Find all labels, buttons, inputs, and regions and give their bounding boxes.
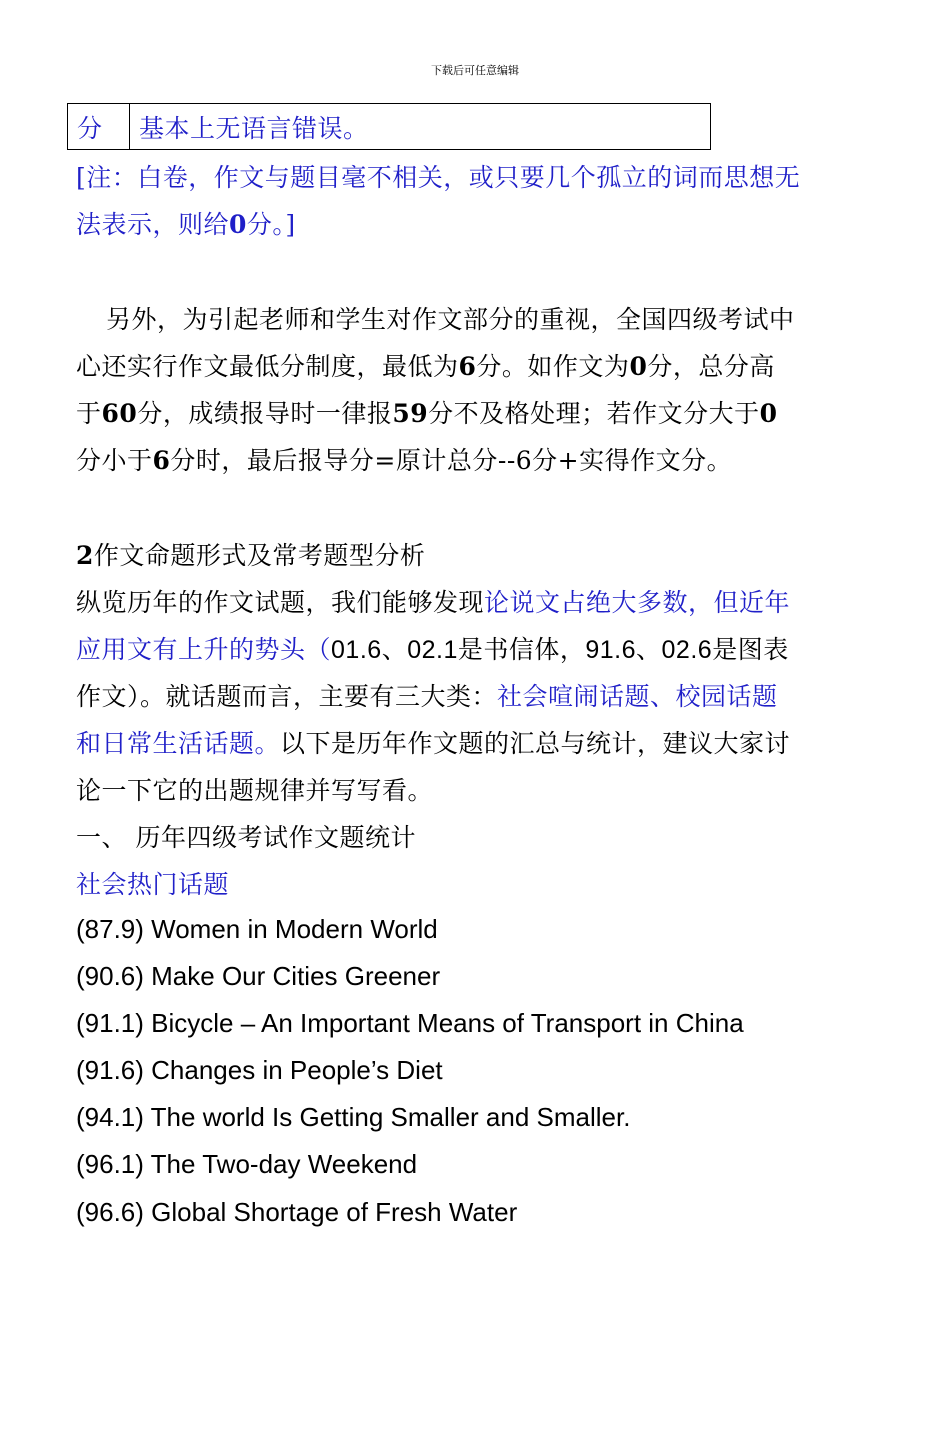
paragraph-text: 是书信体，: [457, 635, 586, 664]
topic-item: (96.1) The Two-day Weekend: [76, 1149, 418, 1179]
number: 60: [101, 399, 138, 428]
highlight-text: （: [305, 635, 332, 664]
topic-item: (91.1) Bicycle – An Important Means of Transport in China: [76, 1008, 744, 1038]
highlight-text: 应用文有上升的势头: [76, 635, 306, 664]
score-table: [67, 103, 711, 150]
paragraph-text: 作文）。就话题而言，主要有三大类：: [76, 682, 498, 711]
number: 0: [629, 352, 648, 381]
subheading-text: 一、 历年四级考试作文题统计: [76, 823, 416, 852]
topic-item: (91.6) Changes in People’s Diet: [76, 1055, 443, 1085]
para1-line-3: [76, 394, 778, 430]
paragraph-text: 纵览历年的作文试题，我们能够发现: [76, 588, 485, 617]
date-codes: 01.6、02.1: [331, 636, 458, 664]
section2-line-2: [76, 630, 789, 666]
topic-item: (96.6) Global Shortage of Fresh Water: [76, 1197, 518, 1227]
paragraph-text: 分不及格处理；若作文分大于: [428, 399, 760, 428]
section2-line-1: [76, 583, 790, 619]
paragraph-text: 分，总分高: [647, 352, 775, 381]
score-cell: 分: [68, 104, 130, 149]
page-header-note: 下载后可任意编辑: [431, 64, 519, 77]
highlight-text: 和日常生活话题。: [76, 729, 281, 758]
section-number: 2: [76, 541, 94, 570]
highlight-text: 社会喧闹话题、校园话题: [497, 682, 778, 711]
paragraph-text: 分。如作文为: [476, 352, 630, 381]
paragraph-text: 心还实行作文最低分制度，最低为: [76, 352, 459, 381]
section2-line-4: [76, 724, 790, 760]
para1-line-1: [106, 300, 795, 336]
note-text: [注：白卷，作文与题目毫不相关，或只要几个孤立的词而思想无: [76, 163, 801, 192]
number: 59: [392, 399, 429, 428]
paragraph-text: 分，成绩报导时一律报: [137, 399, 393, 428]
paragraph-text: 分小于: [76, 446, 153, 475]
section2-line-5: [76, 771, 433, 807]
note-line-2: [76, 205, 296, 241]
para1-line-2: [76, 347, 775, 383]
section-title: 作文命题形式及常考题型分析: [93, 541, 426, 570]
number: 6: [458, 352, 477, 381]
note-text: 分。]: [246, 210, 296, 239]
paragraph-text: 以下是历年作文题的汇总与统计，建议大家讨: [280, 729, 791, 758]
note-text: 法表示，则给: [76, 210, 230, 239]
note-line-1: [76, 158, 800, 194]
category-text: 社会热门话题: [76, 870, 230, 899]
topic-item: (87.9) Women in Modern World: [76, 914, 438, 944]
paragraph-text: 另外，为引起老师和学生对作文部分的重视，全国四级考试中: [106, 305, 795, 334]
score-description-cell: 基本上无语言错误。: [139, 113, 369, 143]
number: 0: [759, 399, 778, 428]
date-codes: 91.6、02.6: [585, 636, 713, 664]
paragraph-text: 是图表: [712, 635, 789, 664]
paragraph-text: 分+实得作文分。: [532, 446, 733, 475]
paragraph-text: 论一下它的出题规律并写写看。: [76, 776, 434, 805]
number: 6: [152, 446, 171, 475]
section2-title: [76, 536, 425, 572]
subheading: [76, 818, 416, 854]
paragraph-text: 分时，最后报导分=原计总分--6: [170, 446, 533, 475]
paragraph-text: 于: [76, 399, 102, 428]
section2-line-3: [76, 677, 778, 713]
topic-item: (90.6) Make Our Cities Greener: [76, 961, 441, 991]
topic-item: (94.1) The world Is Getting Smaller and Smaller.: [76, 1102, 631, 1132]
para1-line-4: [76, 441, 732, 477]
category-heading: [76, 865, 229, 901]
highlight-text: 论说文占绝大多数，但近年: [484, 588, 791, 617]
note-number: 0: [229, 210, 247, 239]
